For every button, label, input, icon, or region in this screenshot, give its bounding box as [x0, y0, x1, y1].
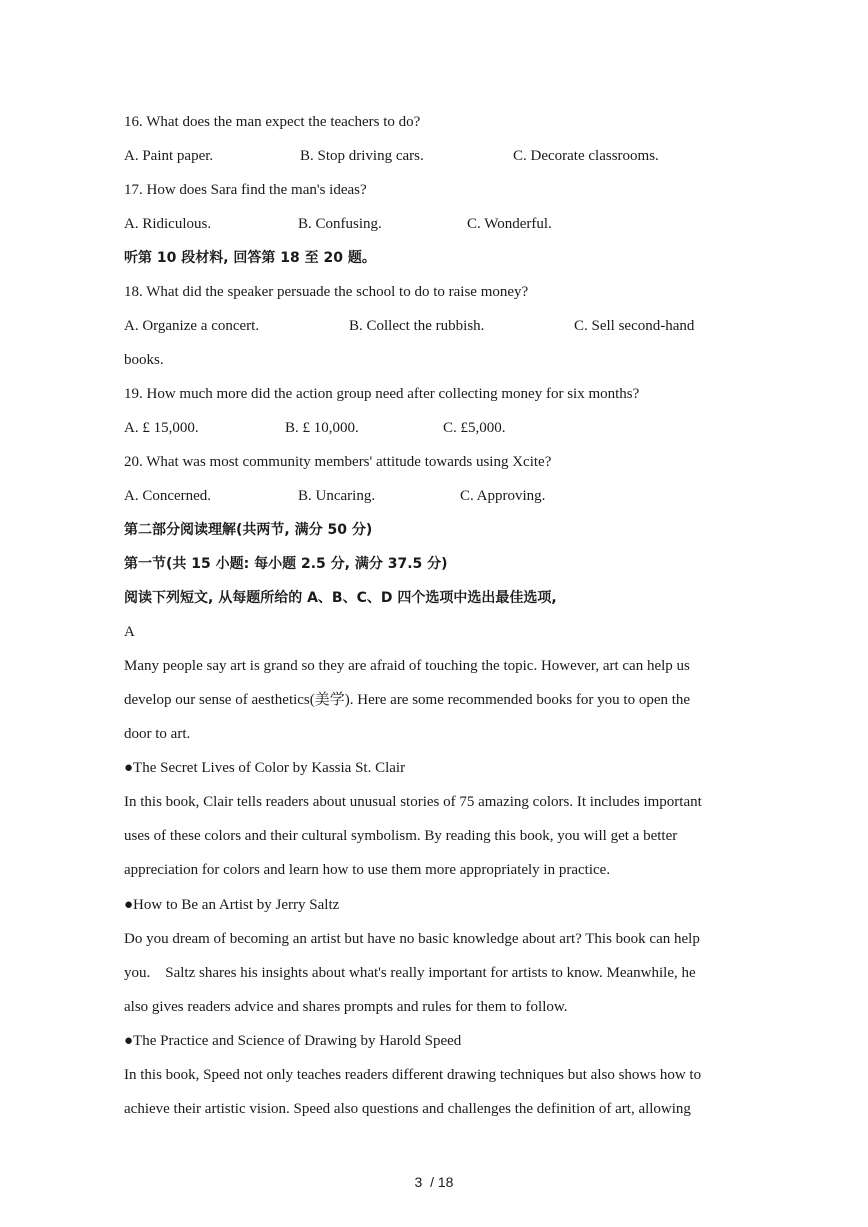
book-3-line-2: achieve their artistic vision. Speed also questions and challenges the definition of art, allowing [124, 1101, 691, 1117]
book-1-title: ●The Secret Lives of Color by Kassia St. Clair [124, 760, 406, 776]
book-2-title: ●How to Be an Artist by Jerry Saltz [124, 897, 340, 913]
question-18-stem: 18. What did the speaker persuade the school to do to raise money? [124, 284, 529, 300]
listening-instruction-10: 听第 10 段材料, 回答第 18 至 20 题。 [124, 250, 376, 266]
section-1-title: 第一节(共 15 小题: 每小题 2.5 分, 满分 37.5 分) [124, 556, 448, 572]
question-20-option-c: C. Approving. [460, 488, 546, 504]
passage-label: A [124, 624, 135, 640]
question-19-option-a: A. £ 15,000. [124, 420, 199, 436]
section-1-instruction: 阅读下列短文, 从每题所给的 A、B、C、D 四个选项中选出最佳选项, [124, 590, 557, 606]
book-3-line-1: In this book, Speed not only teaches readers different drawing techniques but also shows how to [124, 1067, 702, 1083]
question-18-option-a: A. Organize a concert. [124, 318, 260, 334]
question-20-stem: 20. What was most community members' attitude towards using Xcite? [124, 454, 552, 470]
question-18-option-b: B. Collect the rubbish. [349, 318, 485, 334]
question-16-stem: 16. What does the man expect the teachers to do? [124, 114, 421, 130]
question-19-stem: 19. How much more did the action group need after collecting money for six months? [124, 386, 640, 402]
book-3-title: ●The Practice and Science of Drawing by Harold Speed [124, 1033, 462, 1049]
page-number: 3 / 18 [414, 1174, 454, 1190]
book-1-line-3: appreciation for colors and learn how to use them more appropriately in practice. [124, 862, 611, 878]
intro-line-2: develop our sense of aesthetics(美学). Here are some recommended books for you to open the [124, 692, 691, 708]
question-19-option-b: B. £ 10,000. [285, 420, 359, 436]
intro-line-1: Many people say art is grand so they are afraid of touching the topic. However, art can help us [124, 658, 690, 674]
question-16-option-a: A. Paint paper. [124, 148, 214, 164]
part-2-title: 第二部分阅读理解(共两节, 满分 50 分) [124, 522, 373, 538]
book-1-line-1: In this book, Clair tells readers about unusual stories of 75 amazing colors. It includes important [124, 794, 702, 810]
question-17-stem: 17. How does Sara find the man's ideas? [124, 182, 367, 198]
question-18-option-c: C. Sell second-hand [574, 318, 695, 334]
question-17-option-b: B. Confusing. [298, 216, 382, 232]
intro-line-3: door to art. [124, 726, 191, 742]
question-17-option-c: C. Wonderful. [467, 216, 552, 232]
book-1-line-2: uses of these colors and their cultural symbolism. By reading this book, you will get a better [124, 828, 678, 844]
question-20-option-b: B. Uncaring. [298, 488, 376, 504]
question-18-option-c-continuation: books. [124, 352, 164, 368]
book-2-line-1: Do you dream of becoming an artist but have no basic knowledge about art? This book can help [124, 931, 700, 947]
book-2-line-3: also gives readers advice and shares prompts and rules for them to follow. [124, 999, 568, 1015]
question-19-option-c: C. £5,000. [443, 420, 506, 436]
question-16-option-b: B. Stop driving cars. [300, 148, 424, 164]
question-20-option-a: A. Concerned. [124, 488, 212, 504]
question-16-option-c: C. Decorate classrooms. [513, 148, 659, 164]
question-17-option-a: A. Ridiculous. [124, 216, 212, 232]
book-2-line-2: you. Saltz shares his insights about what's really important for artists to know. Meanwhile, he [124, 965, 696, 981]
